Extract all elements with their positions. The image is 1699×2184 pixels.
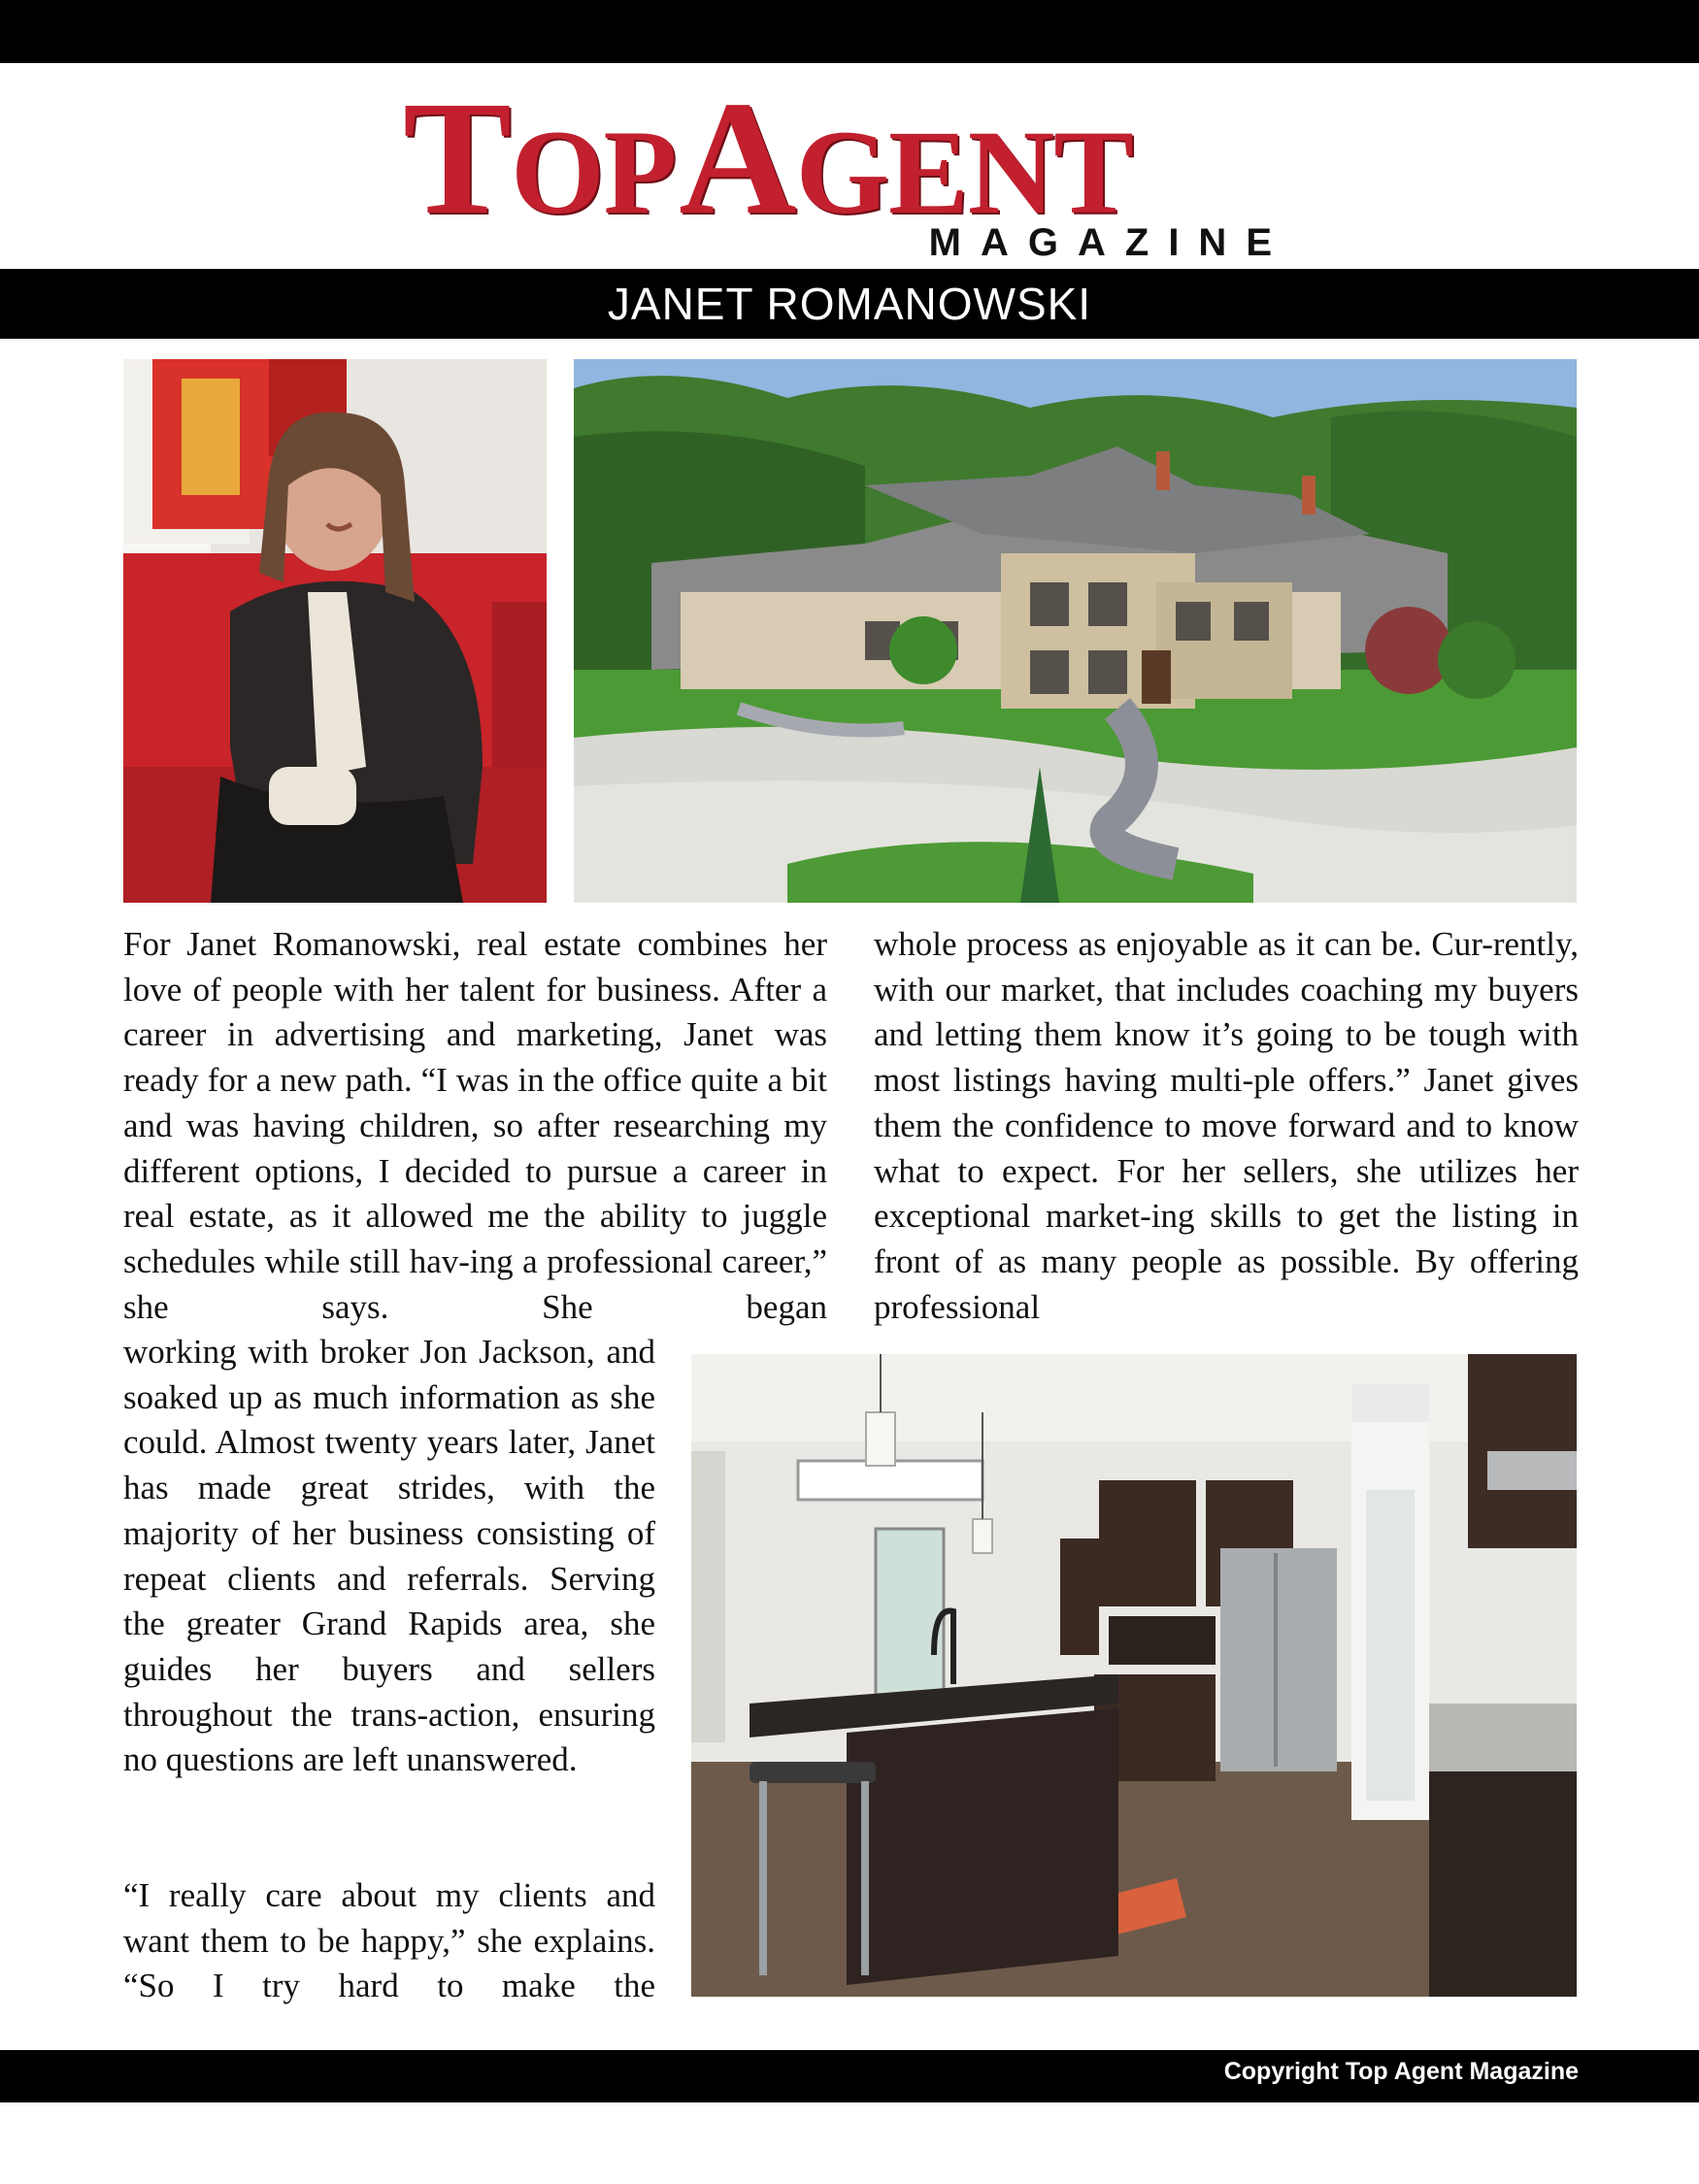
copyright-notice: Copyright Top Agent Magazine	[1223, 2058, 1579, 2085]
logo-subtitle: MAGAZINE	[928, 221, 1291, 264]
logo-letter-a: A	[679, 68, 796, 248]
article-column1-quote: “I really care about my clients and want them to be happy,” she explains. “So I try hard to make the	[123, 1876, 655, 2005]
footer-bar	[0, 2050, 1699, 2102]
magazine-logo	[403, 68, 1296, 264]
logo-letters-gent: GENT	[795, 106, 1134, 239]
house-exterior-photo	[574, 359, 1577, 903]
agent-name-banner	[0, 269, 1699, 339]
article-column1-intro: For Janet Romanowski, real estate combines her love of people with her talent for business. After a career in advertising and marketing, Janet was ready for a new path. “I was in the office quite a bit and was having children, so after researching my different options, I decided to pursue a career in real estate, as it allowed me the ability to juggle schedules while still hav-ing a professional career,” she says. She began	[123, 925, 827, 1326]
agent-name: JANET ROMANOWSKI	[607, 279, 1092, 329]
logo-letters-op: OP	[511, 106, 677, 239]
logo-letter-t: T	[403, 68, 512, 248]
kitchen-interior-photo	[691, 1354, 1577, 1997]
agent-portrait-photo	[123, 359, 547, 903]
top-black-bar	[0, 0, 1699, 63]
article-column1-body: working with broker Jon Jackson, and soaked up as much information as she could. Almost twenty years later, Janet has made great strides, with the majority of her business consisting of repeat clients and referrals. Serving the greater Grand Rapids area, she guides her buyers and sellers throughout the trans-action, ensuring no questions are left unanswered.	[123, 1333, 655, 1779]
article-column2-body: whole process as enjoyable as it can be. Cur-rently, with our market, that includes coaching my buyers and letting them know it’s going to be tough with most listings having multi-ple offers.” Janet gives them the confidence to move forward and to know what to expect. For her sellers, she utilizes her exceptional market-ing skills to get the listing in front of as many people as possible. By offering professional	[874, 925, 1579, 1326]
